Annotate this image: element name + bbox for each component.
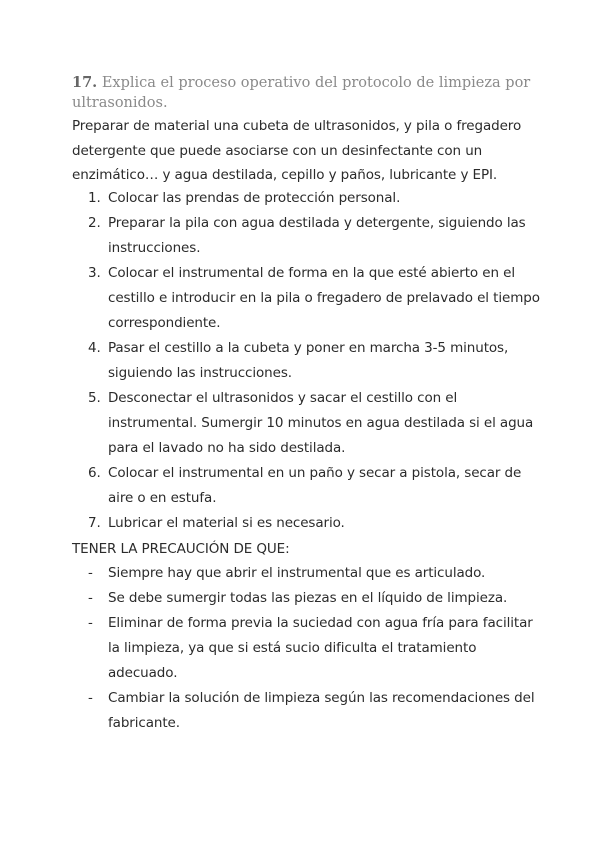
step-item [72,336,542,386]
step-number: 5. [88,390,101,406]
caution-text: Siempre hay que abrir el instrumental que es articulado. [108,565,486,581]
dash-marker: - [88,690,93,706]
step-item [72,461,542,511]
step-text: Colocar las prendas de protección personal. [108,190,401,206]
caution-title: TENER LA PRECAUCIÓN DE QUE: [72,541,290,557]
dash-marker: - [88,615,93,631]
step-text: Colocar el instrumental de forma en la que esté abierto en el cestillo e introducir en la pila o fregadero de prelavado el tiempo correspondiente. [108,265,540,331]
step-item [72,186,542,211]
caution-text: Se debe sumergir todas las piezas en el líquido de limpieza. [108,590,508,606]
caution-text: Cambiar la solución de limpieza según las recomendaciones del fabricante. [108,690,535,731]
step-text: Pasar el cestillo a la cubeta y poner en marcha 3-5 minutos, siguiendo las instrucciones. [108,340,509,381]
caution-item [72,611,542,686]
step-number: 4. [88,340,101,356]
caution-item [72,686,542,736]
dash-marker: - [88,565,93,581]
step-text: Colocar el instrumental en un paño y secar a pistola, secar de aire o en estufa. [108,465,522,506]
step-number: 3. [88,265,101,281]
caution-list [72,561,542,736]
step-text: Desconectar el ultrasonidos y sacar el cestillo con el instrumental. Sumergir 10 minutos en agua destilada si el agua para el lavado no ha sido destilada. [108,390,534,456]
step-number: 6. [88,465,101,481]
step-item [72,511,542,536]
steps-list [72,186,542,536]
step-text: Preparar la pila con agua destilada y detergente, siguiendo las instrucciones. [108,215,526,256]
step-item [72,261,542,336]
step-item [72,386,542,461]
step-item [72,211,542,261]
step-text: Lubricar el material si es necesario. [108,515,345,531]
step-number: 2. [88,215,101,231]
intro-paragraph: Preparar de material una cubeta de ultrasonidos, y pila o fregadero detergente que puede asociarse con un desinfectante con un enzimático… y agua destilada, cepillo y paños, lubricante y EPI. [72,118,522,183]
step-number: 7. [88,515,101,531]
caution-text: Eliminar de forma previa la suciedad con agua fría para facilitar la limpieza, ya que si está sucio dificulta el tratamiento adecuado. [108,615,533,681]
step-number: 1. [88,190,101,206]
question-number: 17. [72,74,98,91]
question-text: Explica el proceso operativo del protocolo de limpieza por ultrasonidos. [72,75,531,111]
question-heading [72,73,542,113]
dash-marker: - [88,590,93,606]
caution-item [72,561,542,586]
caution-item [72,586,542,611]
